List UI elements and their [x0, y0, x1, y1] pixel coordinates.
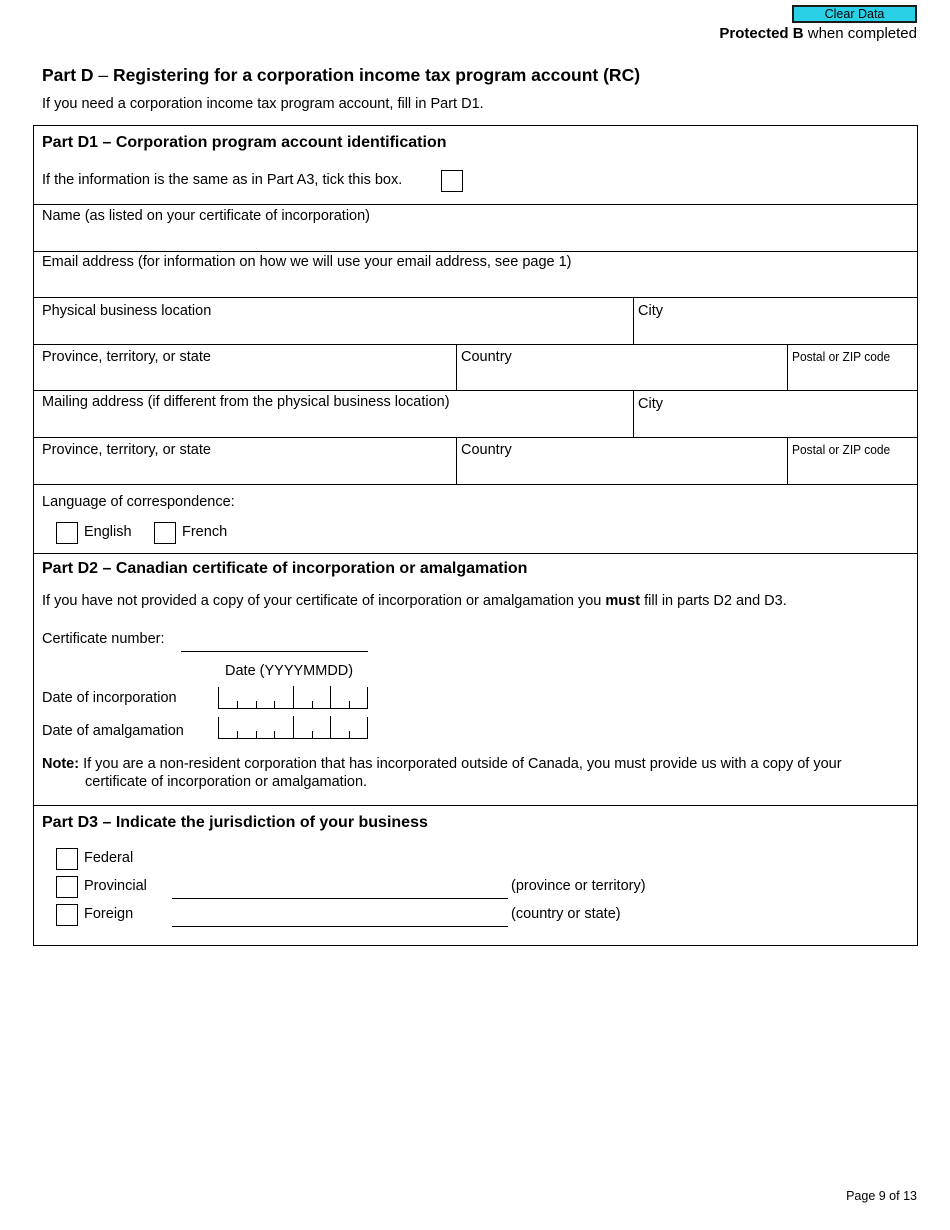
province2-label: Province, territory, or state — [42, 442, 211, 458]
provincial-input[interactable] — [173, 878, 506, 897]
postal2-label: Postal or ZIP code — [792, 442, 891, 457]
same-as-a3-label: If the information is the same as in Part A3, tick this box. — [42, 172, 403, 188]
email-label: Email address (for information on how we will use your email address, see page 1) — [42, 254, 572, 270]
date-digit-divider — [256, 731, 257, 738]
divider — [33, 484, 918, 485]
divider — [787, 437, 788, 484]
d2-instruction-post: fill in parts D2 and D3. — [640, 593, 787, 609]
country2-input[interactable] — [461, 460, 781, 480]
divider — [33, 437, 918, 438]
date-digit-divider — [274, 701, 275, 708]
postal2-input[interactable] — [792, 460, 912, 480]
divider — [33, 805, 918, 806]
d1-heading: Part D1 – Corporation program account identification — [42, 134, 447, 151]
date-format-label: Date (YYYYMMDD) — [225, 663, 354, 679]
part-d-title-bold2: Registering for a corporation income tax program account (RC) — [113, 65, 641, 85]
divider — [33, 204, 918, 205]
province-input[interactable] — [42, 367, 450, 387]
divider — [787, 344, 788, 391]
provincial-underline — [172, 898, 508, 899]
note-line1 — [42, 756, 842, 772]
provincial-checkbox[interactable] — [56, 876, 78, 898]
d2-heading: Part D2 – Canadian certificate of incorporation or amalgamation — [42, 560, 528, 577]
divider — [33, 251, 918, 252]
d2-instruction-bold: must — [605, 593, 641, 609]
date-digit-divider — [237, 701, 238, 708]
date-digit-divider — [293, 716, 294, 738]
divider — [633, 390, 634, 437]
date-digit-divider — [312, 731, 313, 738]
date-digit-divider — [293, 686, 294, 708]
certificate-number-underline — [181, 651, 368, 652]
protected-notice — [719, 25, 917, 42]
date-digit-divider — [312, 701, 313, 708]
city-label: City — [638, 303, 663, 319]
country-label: Country — [461, 349, 512, 365]
date-digit-divider — [274, 731, 275, 738]
part-d-title — [42, 65, 640, 86]
country-input[interactable] — [461, 367, 781, 387]
certificate-number-label: Certificate number: — [42, 631, 165, 647]
french-checkbox[interactable] — [154, 522, 176, 544]
provincial-hint: (province or territory) — [511, 878, 646, 894]
part-d-title-bold1: Part D — [42, 65, 94, 85]
amalgamation-date-label: Date of amalgamation — [42, 723, 184, 739]
english-label: English — [84, 524, 132, 540]
protected-rest: when completed — [803, 25, 917, 42]
postal-input[interactable] — [792, 367, 912, 387]
incorporation-date-input[interactable] — [218, 687, 368, 709]
note-text1: If you are a non-resident corporation that has incorporated outside of Canada, you must provide us with a copy of your — [79, 756, 842, 772]
page-number: Page 9 of 13 — [846, 1189, 917, 1203]
divider — [456, 437, 457, 484]
clear-data-button[interactable]: Clear Data — [792, 5, 917, 23]
divider — [456, 344, 457, 391]
name-label: Name (as listed on your certificate of incorporation) — [42, 208, 371, 224]
date-digit-divider — [349, 701, 350, 708]
certificate-number-input[interactable] — [182, 631, 367, 650]
foreign-underline — [172, 926, 508, 927]
date-digit-divider — [330, 716, 331, 738]
d3-heading: Part D3 – Indicate the jurisdiction of your business — [42, 814, 428, 831]
date-digit-divider — [237, 731, 238, 738]
same-as-a3-checkbox[interactable] — [441, 170, 463, 192]
divider — [33, 297, 918, 298]
part-d-intro: If you need a corporation income tax program account, fill in Part D1. — [42, 96, 484, 112]
city-input[interactable] — [638, 321, 913, 341]
divider — [33, 344, 918, 345]
divider — [33, 390, 918, 391]
mailing-address-input[interactable] — [42, 413, 627, 433]
french-label: French — [182, 524, 228, 540]
foreign-checkbox[interactable] — [56, 904, 78, 926]
mailing-address-label: Mailing address (if different from the physical business location) — [42, 394, 450, 410]
postal-label: Postal or ZIP code — [792, 349, 891, 364]
name-input[interactable] — [42, 227, 902, 247]
country2-label: Country — [461, 442, 512, 458]
city2-label: City — [638, 396, 663, 412]
date-digit-divider — [256, 701, 257, 708]
email-input[interactable] — [42, 273, 902, 293]
date-digit-divider — [349, 731, 350, 738]
part-d-title-dash: – — [93, 65, 114, 85]
protected-bold: Protected B — [719, 25, 804, 42]
physical-location-input[interactable] — [42, 321, 627, 341]
divider — [633, 297, 634, 344]
language-label: Language of correspondence: — [42, 494, 235, 510]
english-checkbox[interactable] — [56, 522, 78, 544]
federal-label: Federal — [84, 850, 134, 866]
foreign-hint: (country or state) — [511, 906, 621, 922]
amalgamation-date-input[interactable] — [218, 717, 368, 739]
foreign-input[interactable] — [173, 906, 506, 925]
foreign-label: Foreign — [84, 906, 134, 922]
federal-checkbox[interactable] — [56, 848, 78, 870]
d2-instruction — [42, 593, 787, 609]
physical-location-label: Physical business location — [42, 303, 212, 319]
divider — [33, 553, 918, 554]
date-digit-divider — [330, 686, 331, 708]
incorporation-date-label: Date of incorporation — [42, 690, 177, 706]
province-label: Province, territory, or state — [42, 349, 211, 365]
d2-instruction-pre: If you have not provided a copy of your certificate of incorporation or amalgamation you — [42, 593, 606, 609]
province2-input[interactable] — [42, 460, 450, 480]
city2-input[interactable] — [638, 414, 913, 434]
provincial-label: Provincial — [84, 878, 147, 894]
note-line2: certificate of incorporation or amalgamation. — [85, 774, 368, 790]
note-bold: Note: — [42, 756, 80, 772]
